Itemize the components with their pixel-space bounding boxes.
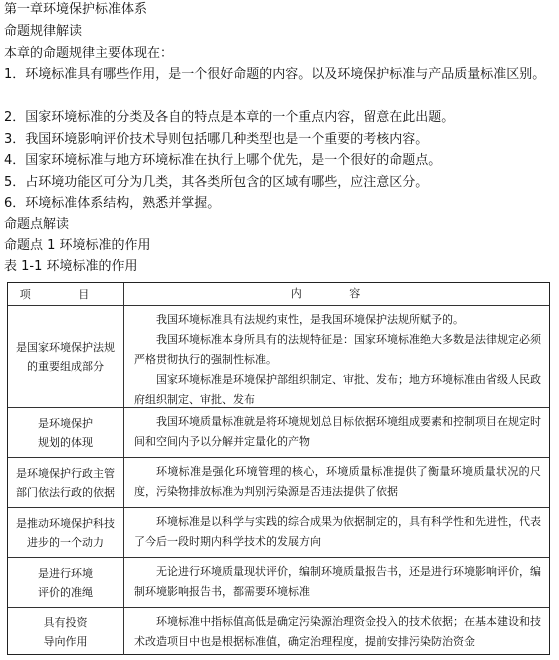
row-item-line: 规划的体现 xyxy=(38,436,93,449)
point-item-3: 3．我国环境影响评价技术导则包括哪几种类型也是一个重要的考核内容。 xyxy=(4,132,429,147)
row-content xyxy=(124,558,549,608)
chapter-title: 第一章环境保护标准体系 xyxy=(4,2,148,17)
standards-role-table xyxy=(7,282,550,655)
row-item-line: 是环境保护行政主管 xyxy=(16,467,115,480)
point-item-5: 5．占环境功能区可分为几类，其各类所包含的区域有哪些，应注意区分。 xyxy=(4,175,429,190)
row-content xyxy=(124,508,549,558)
table-caption: 表 1-1 环境标准的作用 xyxy=(4,259,138,274)
point-item-1: 1．环境标准具有哪些作用，是一个很好命题的内容。以及环境保护标准与产品质量标准区别。 xyxy=(4,67,546,82)
table-row xyxy=(8,457,549,508)
row-item xyxy=(8,558,124,608)
row-item xyxy=(8,458,124,508)
row-content xyxy=(124,306,549,408)
table-row xyxy=(8,557,549,608)
table-header-row xyxy=(8,283,549,305)
row-content-para: 我国环境标准本身所具有的法规特征是：国家环境标准绝大多数是法律规定必须严格贯彻执行的强制性标准。 xyxy=(134,333,541,366)
row-item xyxy=(8,408,124,458)
row-item-line: 是进行环境 xyxy=(38,567,93,580)
intro-text: 本章的命题规律主要体现在： xyxy=(4,46,174,61)
row-item-line: 评价的准绳 xyxy=(38,586,93,599)
row-item xyxy=(8,306,124,408)
row-item-line: 导向作用 xyxy=(43,634,88,648)
row-item xyxy=(8,608,124,655)
point-item-4: 4．国家环境标准与地方环境标准在执行上哪个优先，是一个很好的命题点。 xyxy=(4,153,442,168)
row-item-line: 是环境保护 xyxy=(38,417,93,430)
row-item-line: 是推动环境保护科技 xyxy=(16,517,115,530)
point1-heading: 命题点 1 环境标准的作用 xyxy=(4,238,151,253)
row-item xyxy=(8,508,124,558)
row-content-para: 环境标准中指标值高低是确定污染源治理资金投入的技术依据；在基本建设和技术改造项目中也是根据标准值，确定治理程度，提前安排污染防治资金 xyxy=(134,615,541,648)
row-item-line: 部门依法行政的依据 xyxy=(16,486,115,499)
row-content xyxy=(124,408,549,458)
row-content-para: 我国环境标准具有法规约束性，是我国环境保护法规所赋予的。 xyxy=(156,313,464,326)
row-content xyxy=(124,608,549,655)
row-content-para: 无论进行环境质量现状评价，编制环境质量报告书，还是进行环境影响评价，编制环境影响报告书，都需要环境标准 xyxy=(134,565,541,598)
row-content-para: 环境标准是以科学与实践的综合成果为依据制定的，具有科学性和先进性，代表了今后一段时期内科学技术的发展方向 xyxy=(134,515,541,548)
row-content xyxy=(124,458,549,508)
row-content-para: 国家环境标准是环境保护部组织制定、审批、发布；地方环境标准由省级人民政府组织制定、审批、发布 xyxy=(134,373,541,406)
table-row xyxy=(8,607,549,655)
row-item-line: 的重要组成部分 xyxy=(27,360,104,373)
section-heading-points: 命题点解读 xyxy=(4,217,70,232)
table-row xyxy=(8,407,549,458)
table-row xyxy=(8,507,549,558)
row-content-para: 环境标准是强化环境管理的核心，环境质量标准提供了衡量环境质量状况的尺度，污染物排放标准为判别污染源是否违法提供了依据 xyxy=(134,465,541,498)
row-item-line: 是国家环境保护法规 xyxy=(16,341,115,354)
row-item-line: 具有投资 xyxy=(43,615,88,629)
row-item-line: 进步的一个动力 xyxy=(27,536,104,549)
header-content: 内 容 xyxy=(290,287,383,300)
point-item-2: 2．国家环境标准的分类及各自的特点是本章的一个重点内容，留意在此出题。 xyxy=(4,110,455,125)
row-content-para: 我国环境质量标准就是将环境规划总目标依据环境组成要素和控制项目在规定时间和空间内予以分解并定量化的产物 xyxy=(134,415,541,448)
section-heading-pattern: 命题规律解读 xyxy=(4,24,83,39)
header-item: 项 目 xyxy=(8,283,124,305)
point-item-6: 6．环境标准体系结构，熟悉并掌握。 xyxy=(4,196,221,211)
table-row xyxy=(8,305,549,408)
